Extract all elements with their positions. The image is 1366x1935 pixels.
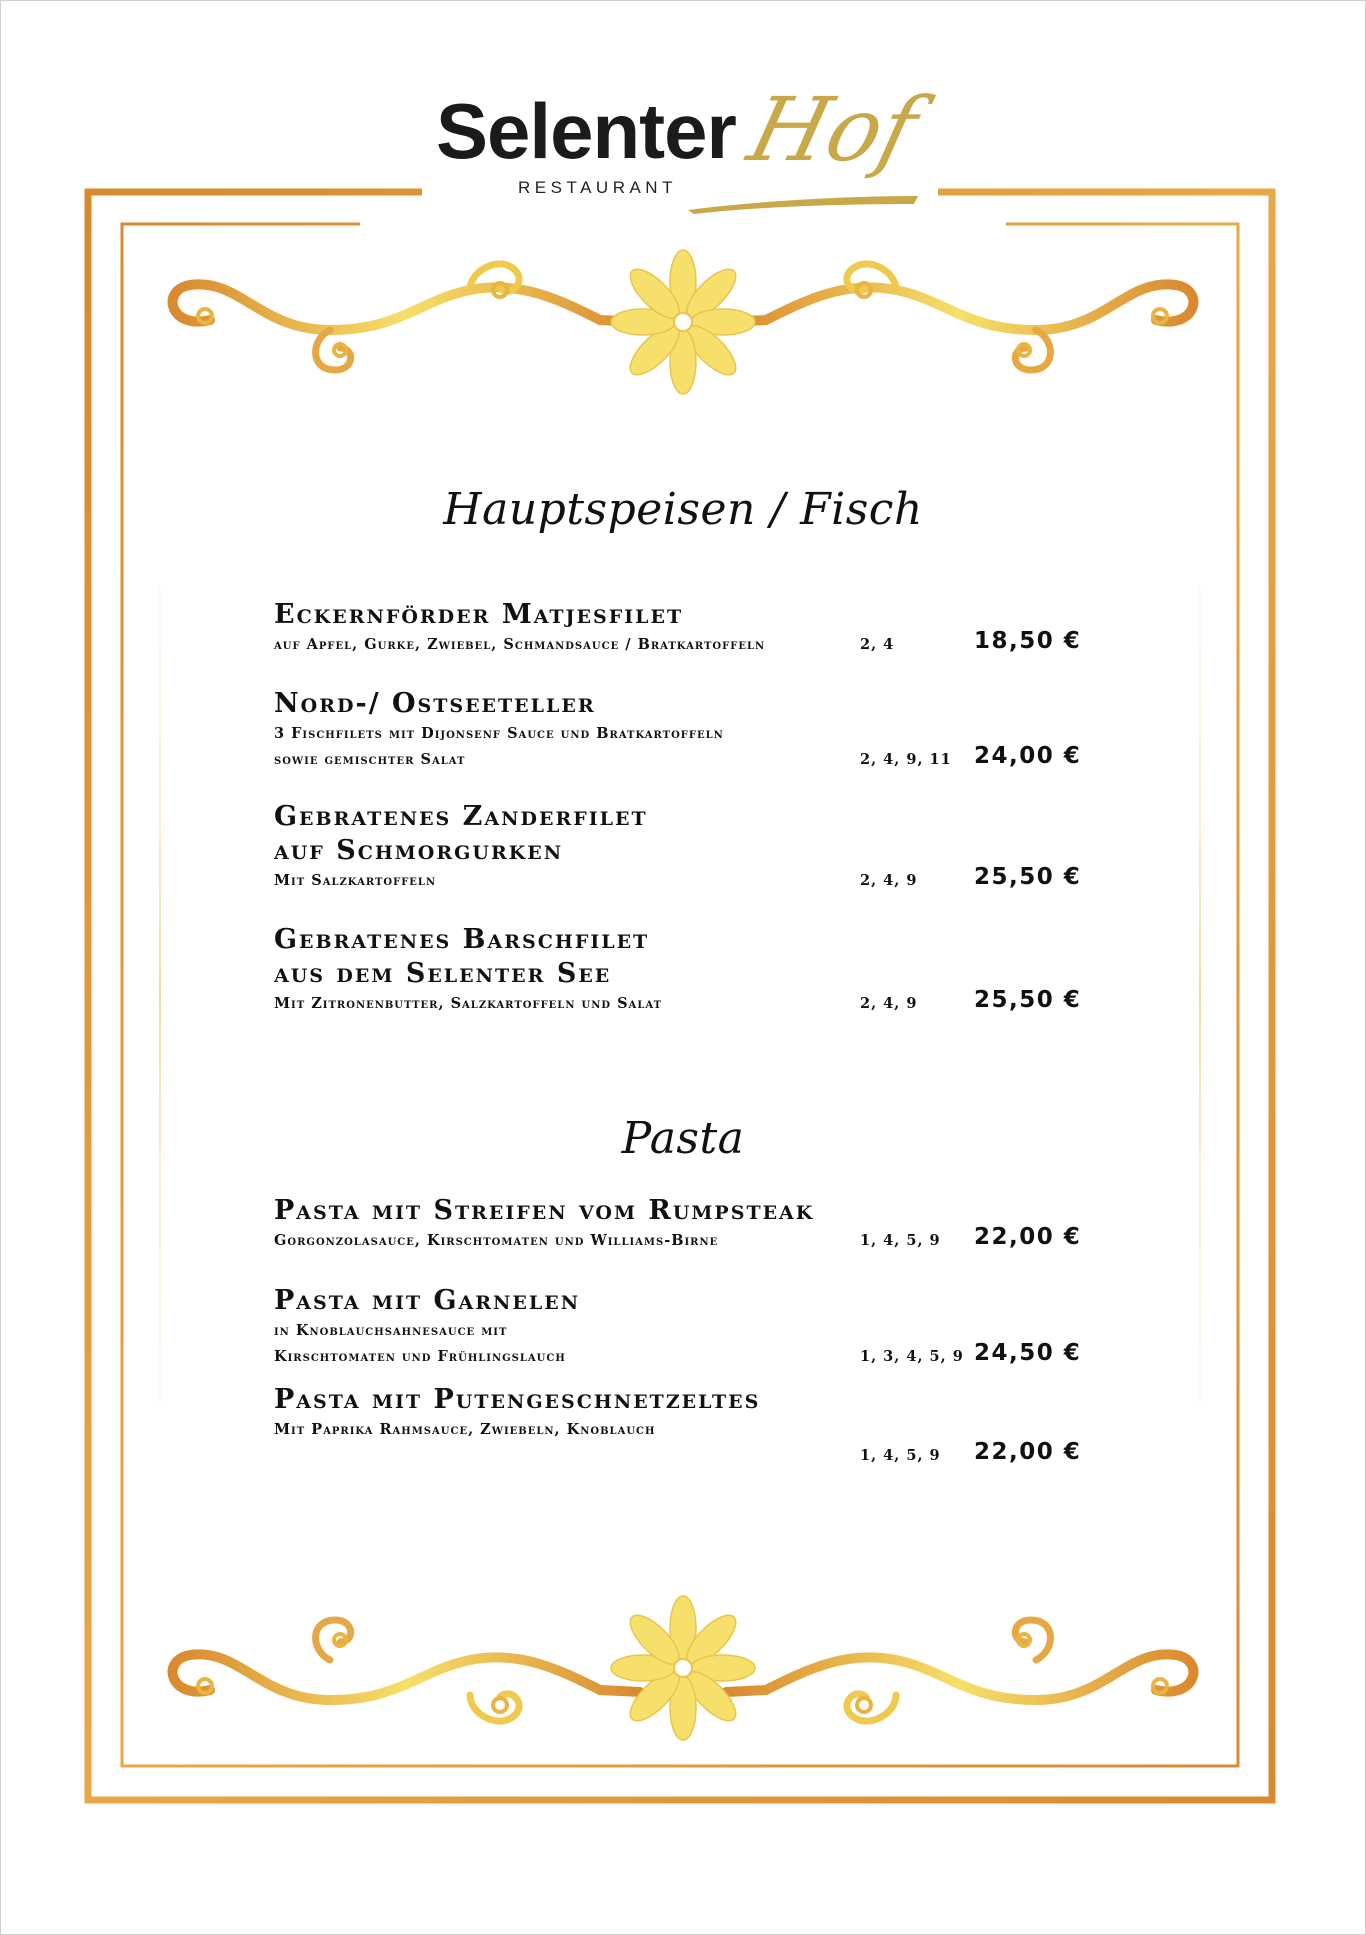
dish-price: 18,50 €	[974, 628, 1082, 654]
dish-description: auf Apfel, Gurke, Zwiebel, Schmandsauce / Bratkartoffeln	[274, 636, 766, 653]
logo-script: Hof	[739, 78, 928, 181]
dish-allergens: 2, 4, 9, 11	[860, 751, 952, 768]
dish-description: sowie gemischter Salat	[274, 751, 466, 768]
section-title-fisch: Hauptspeisen / Fisch	[443, 484, 923, 535]
dish-price: 25,50 €	[974, 864, 1082, 890]
dish-name: aus dem Selenter See	[274, 958, 612, 989]
dish-allergens: 1, 4, 5, 9	[860, 1232, 941, 1249]
dish-allergens: 1, 4, 5, 9	[860, 1447, 941, 1464]
dish-name: Pasta mit Garnelen	[274, 1285, 581, 1316]
dish-item	[274, 1194, 1094, 1254]
dish-description: Mit Zitronenbutter, Salzkartoffeln und Salat	[274, 995, 663, 1012]
dish-price: 22,00 €	[974, 1439, 1082, 1465]
dish-name: Eckernförder Matjesfilet	[274, 599, 684, 630]
dish-name: Pasta mit Putengeschnetzeltes	[274, 1384, 761, 1415]
dish-item	[274, 800, 1094, 894]
section-title-pasta: Pasta	[621, 1113, 745, 1164]
dish-item	[274, 687, 1094, 773]
restaurant-logo	[436, 78, 928, 222]
dish-name: Pasta mit Streifen vom Rumpsteak	[274, 1195, 815, 1226]
dish-item	[274, 598, 1094, 658]
dish-name: Gebratenes Zanderfilet	[274, 801, 648, 832]
dish-item	[274, 1383, 1094, 1469]
dish-description: Gorgonzolasauce, Kirschtomaten und Williams-Birne	[274, 1232, 719, 1249]
dish-allergens: 1, 3, 4, 5, 9	[860, 1348, 964, 1365]
dish-description: in Knoblauchsahnesauce mit	[274, 1322, 508, 1339]
dish-allergens: 2, 4, 9	[860, 872, 918, 889]
logo-subtitle: RESTAURANT	[518, 178, 677, 197]
dish-name: auf Schmorgurken	[274, 835, 564, 866]
dish-name: Gebratenes Barschfilet	[274, 924, 650, 955]
logo-brand: Selenter	[436, 87, 736, 175]
dish-allergens: 2, 4	[860, 636, 895, 653]
dish-description: 3 Fischfilets mit Dijonsenf Sauce und Bratkartoffeln	[274, 725, 724, 742]
dish-item	[274, 1284, 1094, 1370]
dish-allergens: 2, 4, 9	[860, 995, 918, 1012]
dish-description: Mit Paprika Rahmsauce, Zwiebeln, Knoblauch	[274, 1421, 656, 1438]
dish-price: 25,50 €	[974, 987, 1082, 1013]
dish-name: Nord-/ Ostseeteller	[274, 688, 596, 719]
dish-item	[274, 923, 1094, 1017]
dish-price: 24,50 €	[974, 1340, 1082, 1366]
dish-description: Kirschtomaten und Frühlingslauch	[274, 1348, 566, 1365]
dish-price: 24,00 €	[974, 743, 1082, 769]
dish-description: Mit Salzkartoffeln	[274, 872, 437, 889]
dish-price: 22,00 €	[974, 1224, 1082, 1250]
